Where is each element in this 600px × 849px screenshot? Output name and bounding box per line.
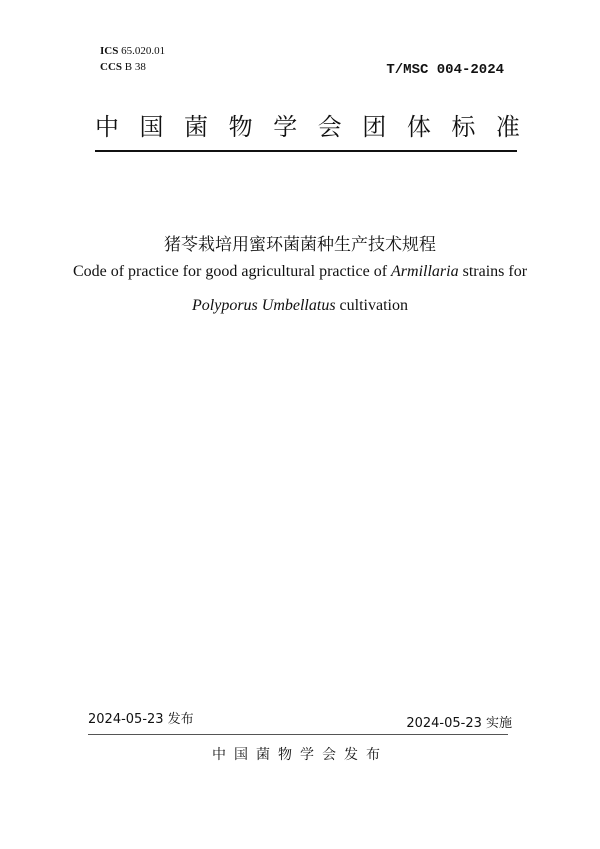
banner-char: 菌: [184, 113, 209, 141]
publisher: 中国菌物学会发布: [212, 747, 388, 763]
publish-date: 2024-05-23 发布: [88, 712, 194, 727]
standard-banner: [95, 112, 520, 142]
standard-code: T/MSC 004-2024: [386, 62, 504, 78]
header-divider: [95, 150, 517, 152]
banner-char: 标: [451, 113, 476, 141]
banner-char: 中: [95, 113, 119, 141]
banner-char: 学: [273, 113, 298, 141]
title-english-line2: Polyporus Umbellatus cultivation: [192, 297, 408, 314]
title-english-line1: Code of practice for good agricultural practice of Armillaria strains for: [72, 263, 528, 280]
banner-char: 物: [228, 113, 253, 141]
banner-char: 准: [495, 113, 520, 141]
footer-divider: [88, 734, 508, 735]
banner-char: 团: [362, 113, 387, 141]
banner-char: 国: [139, 113, 164, 141]
ccs-code: CCS B 38: [100, 61, 146, 73]
classification-codes: [100, 43, 165, 75]
banner-char: 会: [317, 113, 342, 141]
title-chinese: 猪苓栽培用蜜环菌菌种生产技术规程: [164, 235, 436, 255]
implement-date: 2024-05-23 实施: [406, 716, 512, 731]
banner-char: 体: [406, 113, 431, 141]
ics-code: ICS 65.020.01: [100, 45, 166, 57]
